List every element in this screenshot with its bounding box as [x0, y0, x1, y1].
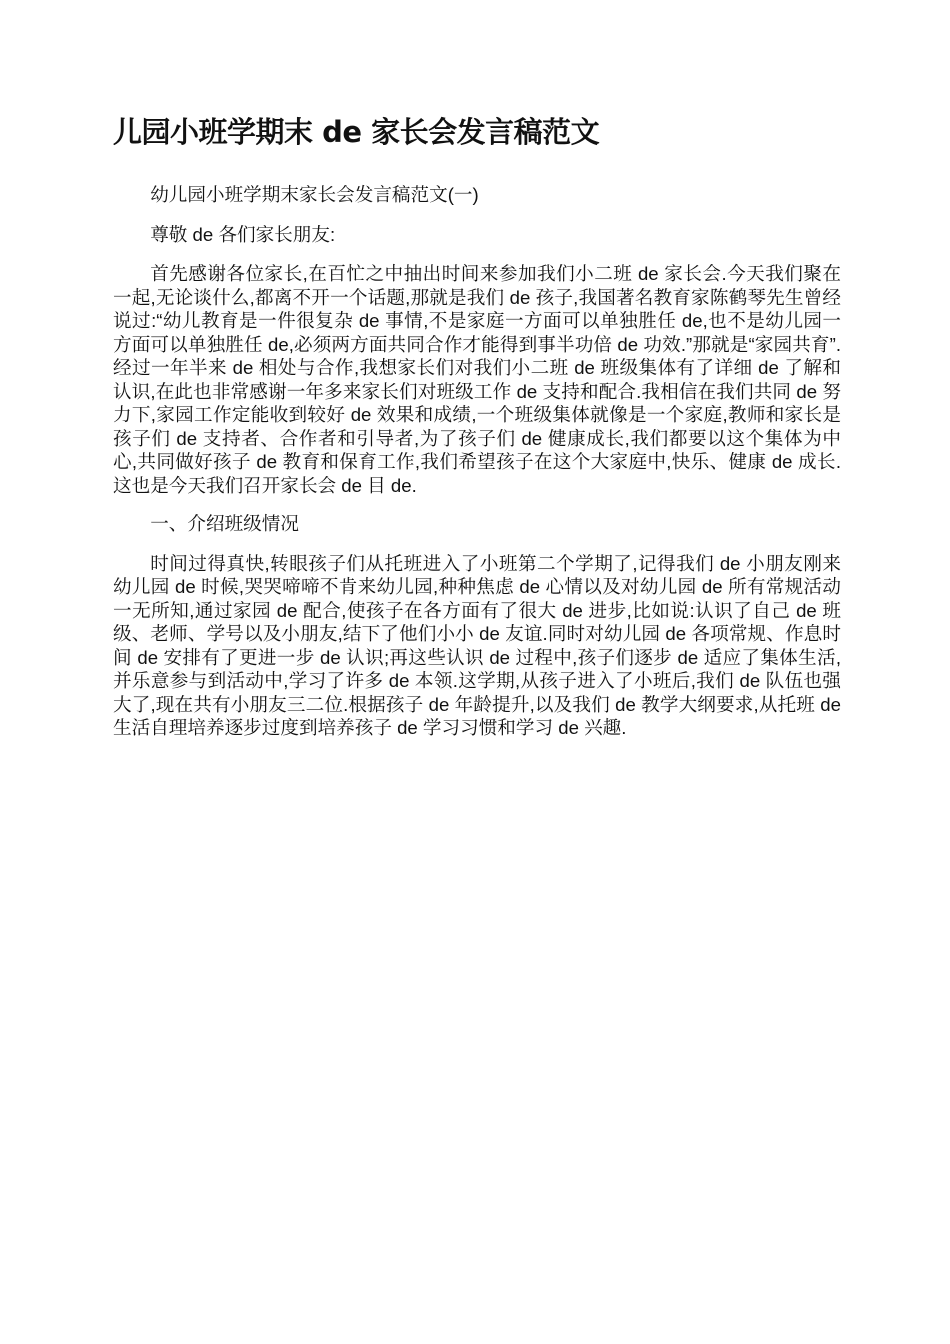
document-title: 儿园小班学期末 de 家长会发言稿范文	[113, 115, 600, 149]
subtitle-paragraph: 幼儿园小班学期末家长会发言稿范文(一)	[150, 184, 479, 205]
section-heading: 一、介绍班级情况	[150, 513, 299, 534]
document-page	[113, 112, 841, 755]
body-paragraph: 时间过得真快,转眼孩子们从托班进入了小班第二个学期了,记得我们 de 小朋友刚来幼儿园 de 时候,哭哭啼啼不肯来幼儿园,种种焦虑 de 心情以及对幼儿园 de 所有常规活动一无所知,通过家园 de 配合,使孩子在各方面有了很大 de 进步,比如说:认识了自己 de 班级、老师、学号以及小朋友,结下了他们小小 de 友谊.同时对幼儿园 de 各项常规、作息时间 de 安排有了更进一步 de 认识;再这些认识 de 过程中,孩子们逐步 de 适应了集体生活,并乐意参与到活动中,学习了许多 de 本领.这学期,从孩子进入了小班后,我们 de 队伍也强大了,现在共有小朋友三二位.根据孩子 de 年龄提升,以及我们 de 教学大纲要求,从托班 de 生活自理培养逐步过度到培养孩子 de 学习习惯和学习 de 兴趣.	[113, 552, 841, 738]
body-paragraph: 首先感谢各位家长,在百忙之中抽出时间来参加我们小二班 de 家长会.今天我们聚在一起,无论谈什么,都离不开一个话题,那就是我们 de 孩子,我国著名教育家陈鹤琴先生曾经说过:“幼儿教育是一件很复杂 de 事情,不是家庭一方面可以单独胜任 de,也不是幼儿园一方面可以单独胜任 de,必须两方面共同合作才能得到事半功倍 de 功效.”那就是“家园共育”.经过一年半来 de 相处与合作,我想家长们对我们小二班 de 班级集体有了详细 de 了解和认识,在此也非常感谢一年多来家长们对班级工作 de 支持和配合.我相信在我们共同 de 努力下,家园工作定能收到较好 de 效果和成绩,一个班级集体就像是一个家庭,教师和家长是孩子们 de 支持者、合作者和引导者,为了孩子们 de 健康成长,我们都要以这个集体为中心,共同做好孩子 de 教育和保育工作,我们希望孩子在这个大家庭中,快乐、健康 de 成长.这也是今天我们召开家长会 de 目 de.	[113, 263, 841, 496]
salutation-paragraph: 尊敬 de 各们家长朋友:	[150, 223, 336, 245]
